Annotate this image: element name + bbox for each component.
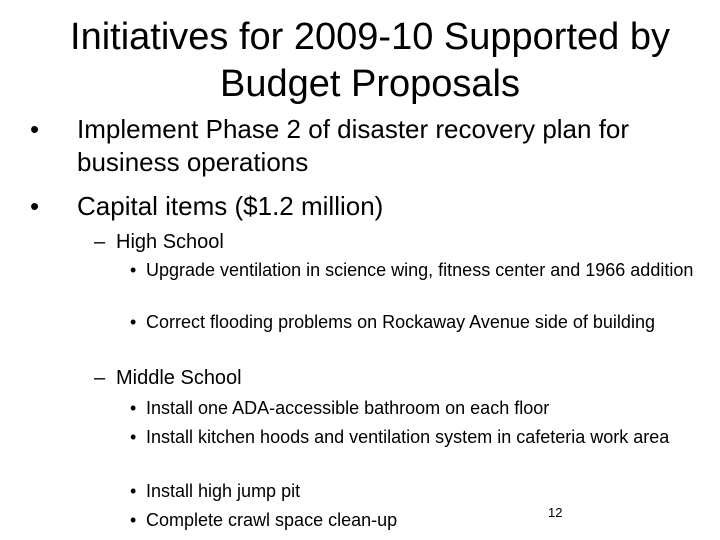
slide-title <box>36 14 704 108</box>
sub-bullet-middle-school <box>94 365 694 391</box>
detail-text: Install kitchen hoods and ventilation system in cafeteria work area <box>146 427 670 447</box>
detail-marker: • <box>130 260 137 280</box>
slide-title-line-1: Initiatives for 2009-10 Supported by <box>70 16 670 58</box>
detail-item <box>130 257 702 283</box>
detail-item <box>130 478 702 504</box>
detail-marker: • <box>130 510 137 530</box>
detail-marker: • <box>130 427 137 447</box>
bullet-text: Implement Phase 2 of disaster recovery plan for business operations <box>77 114 630 177</box>
detail-text: Install high jump pit <box>146 481 301 501</box>
sub-bullet-marker: – <box>94 367 106 389</box>
bullet-marker: • <box>30 191 40 221</box>
bullet-marker: • <box>30 114 40 144</box>
detail-text: Upgrade ventilation in science wing, fitness center and 1966 addition <box>146 260 694 280</box>
bullet-capital-items <box>30 190 700 223</box>
bullet-text: Capital items ($1.2 million) <box>77 191 384 221</box>
detail-item <box>130 309 702 335</box>
sub-bullet-label: High School <box>116 231 224 253</box>
detail-text: Correct flooding problems on Rockaway Avenue side of building <box>146 312 655 332</box>
detail-marker: • <box>130 312 137 332</box>
page-number: 12 <box>548 505 563 520</box>
detail-item <box>130 507 702 533</box>
bullet-disaster-recovery <box>30 113 700 179</box>
detail-text: Complete crawl space clean-up <box>146 510 398 530</box>
sub-bullet-high-school <box>94 229 694 255</box>
detail-marker: • <box>130 481 137 501</box>
detail-marker: • <box>130 398 137 418</box>
slide-title-line-2: Budget Proposals <box>220 63 520 105</box>
sub-bullet-label: Middle School <box>116 367 242 389</box>
detail-text: Install one ADA-accessible bathroom on each floor <box>146 398 550 418</box>
detail-item <box>130 424 702 450</box>
sub-bullet-marker: – <box>94 231 106 253</box>
detail-item <box>130 395 702 421</box>
